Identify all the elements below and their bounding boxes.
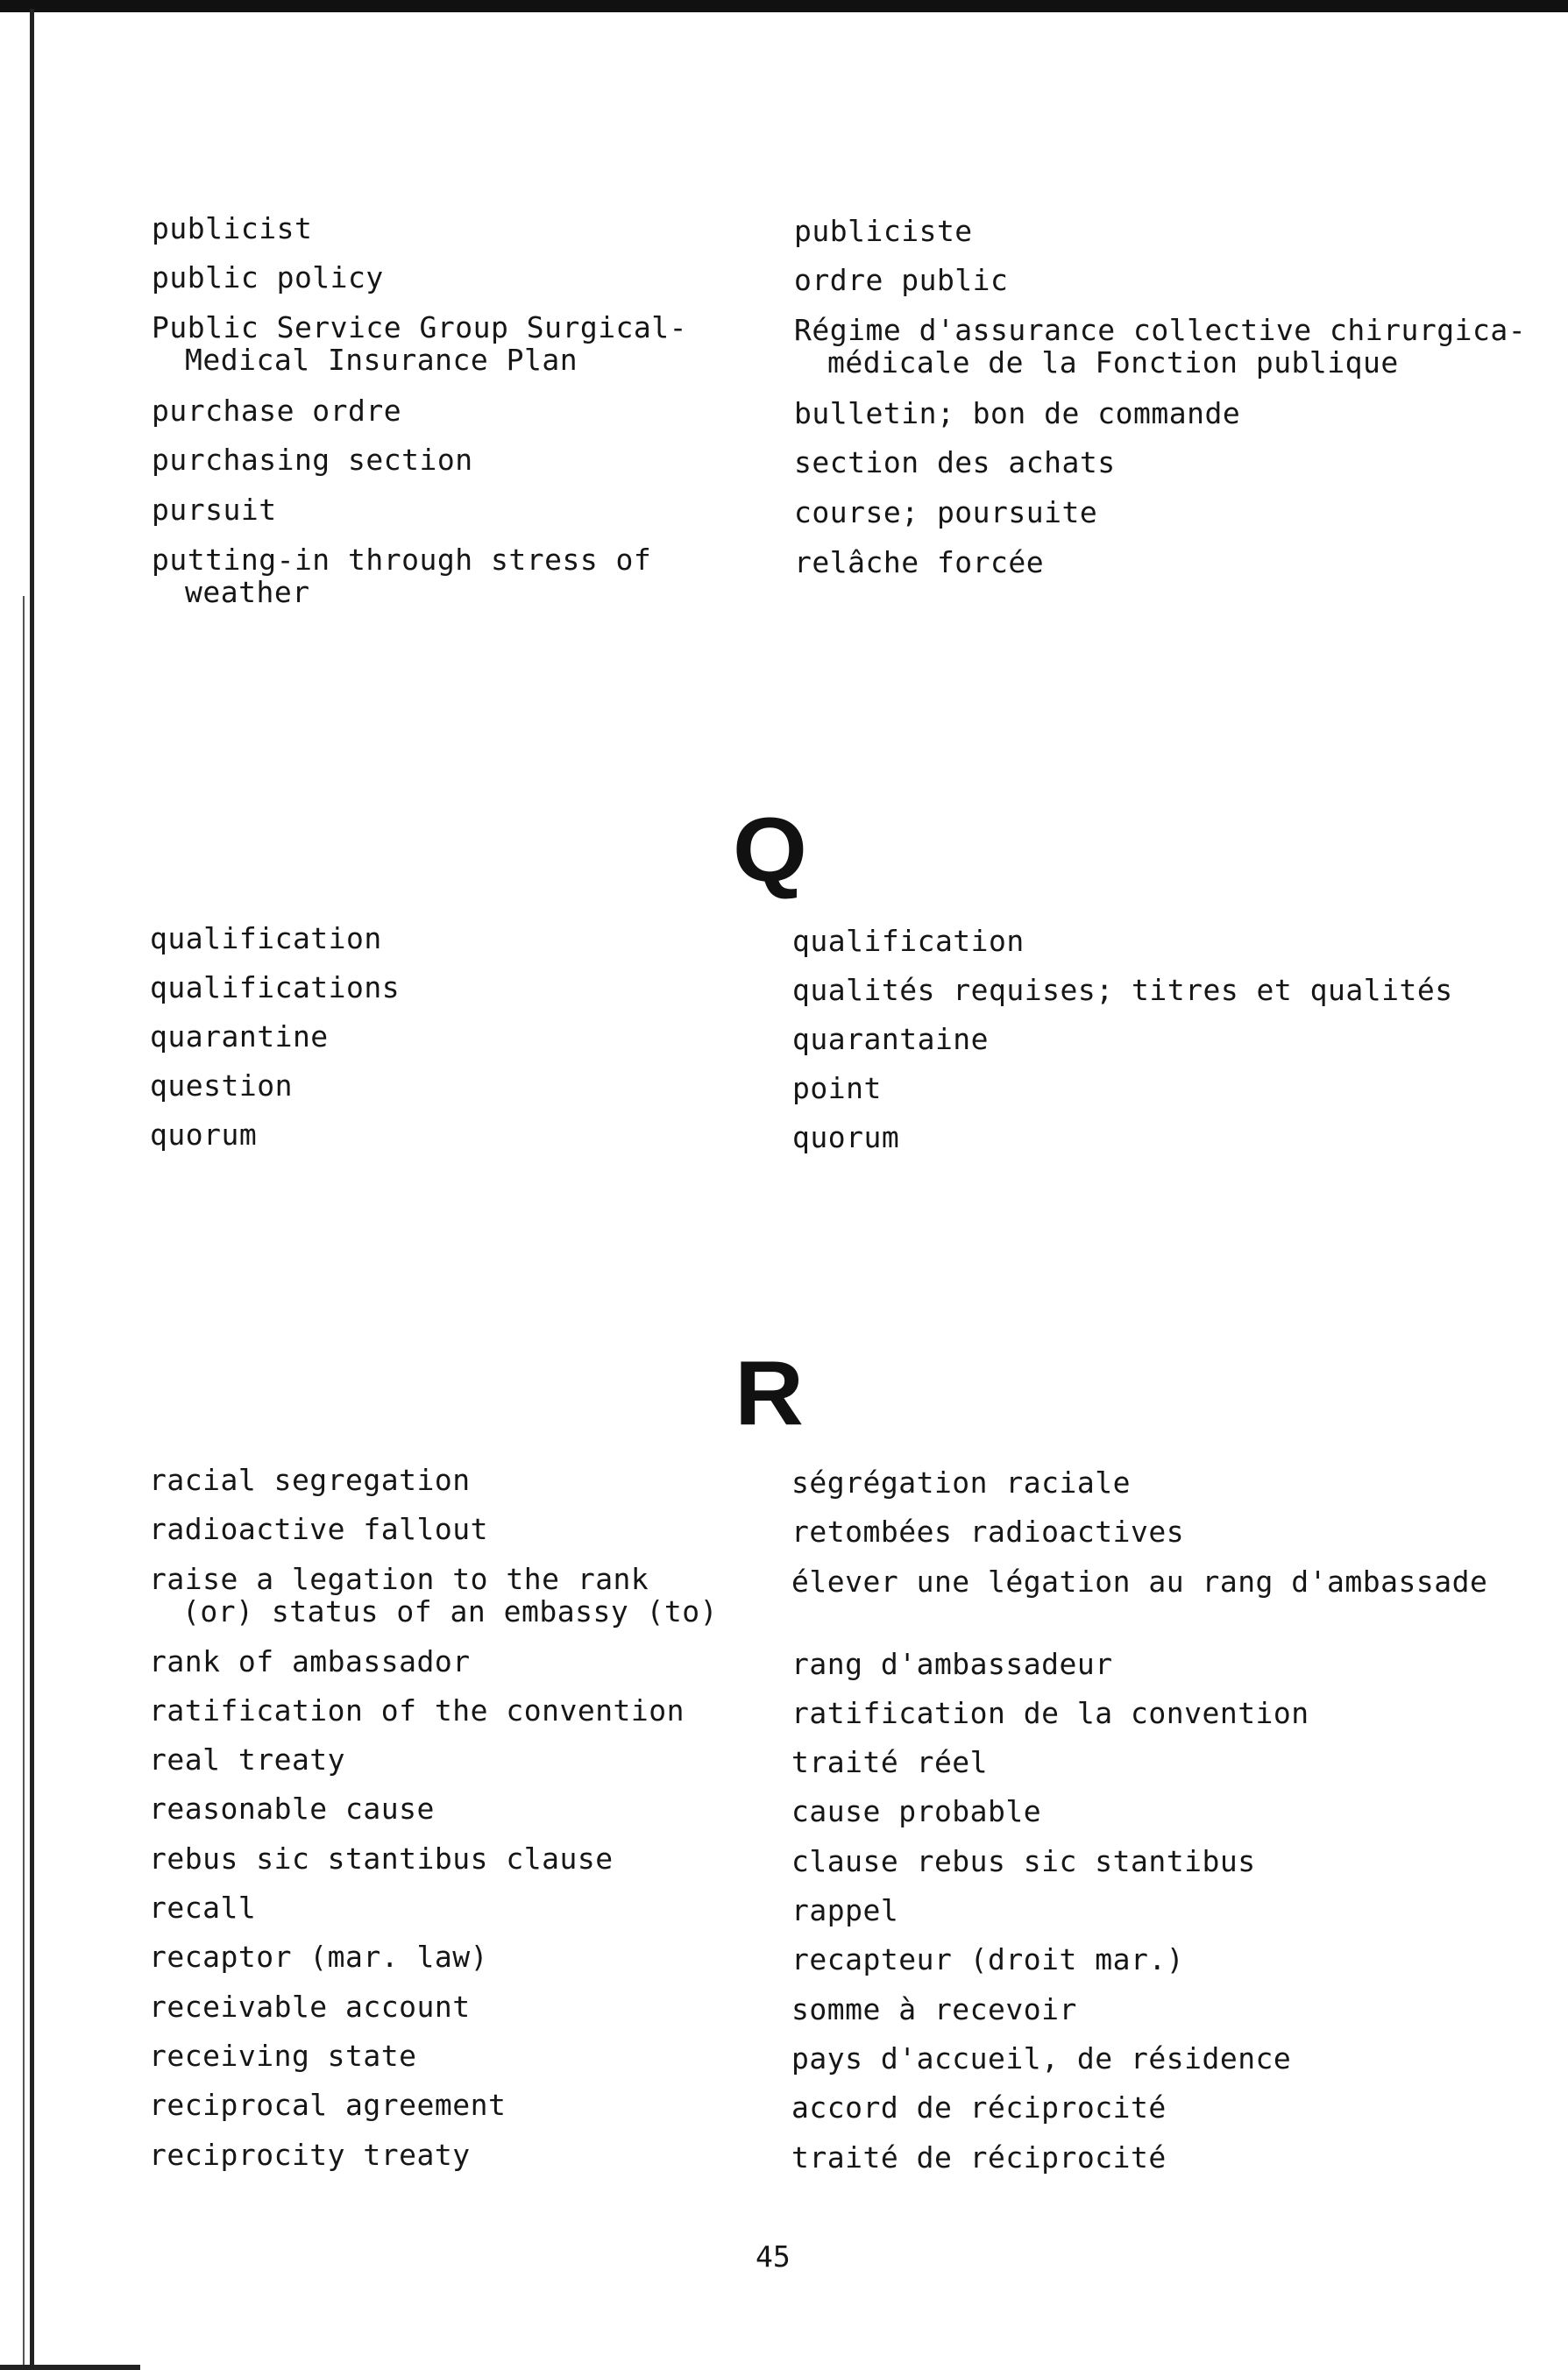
english-term: question xyxy=(150,1068,293,1103)
french-term: ségrégation raciale xyxy=(791,1465,1131,1500)
english-term: receiving state xyxy=(149,2039,417,2073)
french-term: quarantaine xyxy=(792,1022,990,1056)
english-term: radioactive fallout xyxy=(149,1512,488,1546)
french-term: ordre public xyxy=(794,263,1009,297)
french-term: bulletin; bon de commande xyxy=(794,396,1241,430)
english-term: racial segregation xyxy=(149,1463,471,1497)
english-term: qualifications xyxy=(150,970,401,1004)
french-term: relâche forcée xyxy=(794,545,1045,579)
english-term: purchasing section xyxy=(152,443,473,477)
french-term: Régime d'assurance collective chirurgica-médicale de la Fonction publique xyxy=(794,313,1527,380)
french-term: quorum xyxy=(792,1120,900,1154)
section-letter-q: Q xyxy=(732,799,807,901)
french-term: pays d'accueil, de résidence xyxy=(791,2041,1292,2076)
french-term: rang d'ambassadeur xyxy=(791,1647,1113,1681)
scan-bottom-edge xyxy=(0,2365,140,2370)
english-term: publicist xyxy=(152,211,313,245)
french-term: élever une légation au rang d'ambassade xyxy=(791,1565,1488,1599)
french-term: qualités requises; titres et qualités xyxy=(792,973,1453,1007)
english-term: qualification xyxy=(150,921,382,955)
french-term: publiciste xyxy=(794,214,973,248)
french-term: section des achats xyxy=(794,445,1116,479)
binding-edge-inner xyxy=(23,596,25,2370)
french-term: traité réel xyxy=(791,1745,989,1779)
english-term: recaptor (mar. law) xyxy=(149,1940,488,1974)
scan-top-edge xyxy=(0,0,1568,12)
english-term: raise a legation to the rank (or) status of an embassy (to) xyxy=(149,1562,719,1628)
french-term: recapteur (droit mar.) xyxy=(791,1942,1185,1976)
english-term: putting-in through stress of weather xyxy=(152,543,652,609)
french-term: somme à recevoir xyxy=(791,1992,1077,2026)
english-term: quarantine xyxy=(150,1019,329,1054)
french-term: qualification xyxy=(792,924,1025,958)
section-letter-r: R xyxy=(734,1343,804,1444)
english-term: real treaty xyxy=(149,1742,346,1777)
english-term: purchase ordre xyxy=(152,394,402,428)
french-term: retombées radioactives xyxy=(791,1515,1185,1549)
french-term: accord de réciprocité xyxy=(791,2090,1167,2125)
french-term: clause rebus sic stantibus xyxy=(791,1844,1256,1878)
french-term: cause probable xyxy=(791,1794,1042,1828)
french-term: traité de réciprocité xyxy=(791,2140,1167,2175)
english-term: receivable account xyxy=(149,1990,471,2024)
french-term: rappel xyxy=(791,1893,899,1927)
binding-edge xyxy=(30,9,34,2370)
english-term: ratification of the convention xyxy=(149,1693,685,1728)
english-term: Public Service Group Surgical-Medical Insurance Plan xyxy=(152,310,688,377)
english-term: reciprocity treaty xyxy=(149,2138,471,2172)
english-term: pursuit xyxy=(152,493,277,527)
english-term: reasonable cause xyxy=(149,1792,435,1826)
english-term: public policy xyxy=(152,260,384,294)
french-term: point xyxy=(792,1071,882,1105)
english-term: reciprocal agreement xyxy=(149,2088,507,2122)
french-term: ratification de la convention xyxy=(791,1696,1309,1730)
english-term: quorum xyxy=(150,1118,258,1152)
english-term: recall xyxy=(149,1891,257,1925)
page-number: 45 xyxy=(756,2239,791,2274)
english-term: rank of ambassador xyxy=(149,1644,471,1678)
english-term: rebus sic stantibus clause xyxy=(149,1841,614,1876)
french-term: course; poursuite xyxy=(794,495,1098,529)
